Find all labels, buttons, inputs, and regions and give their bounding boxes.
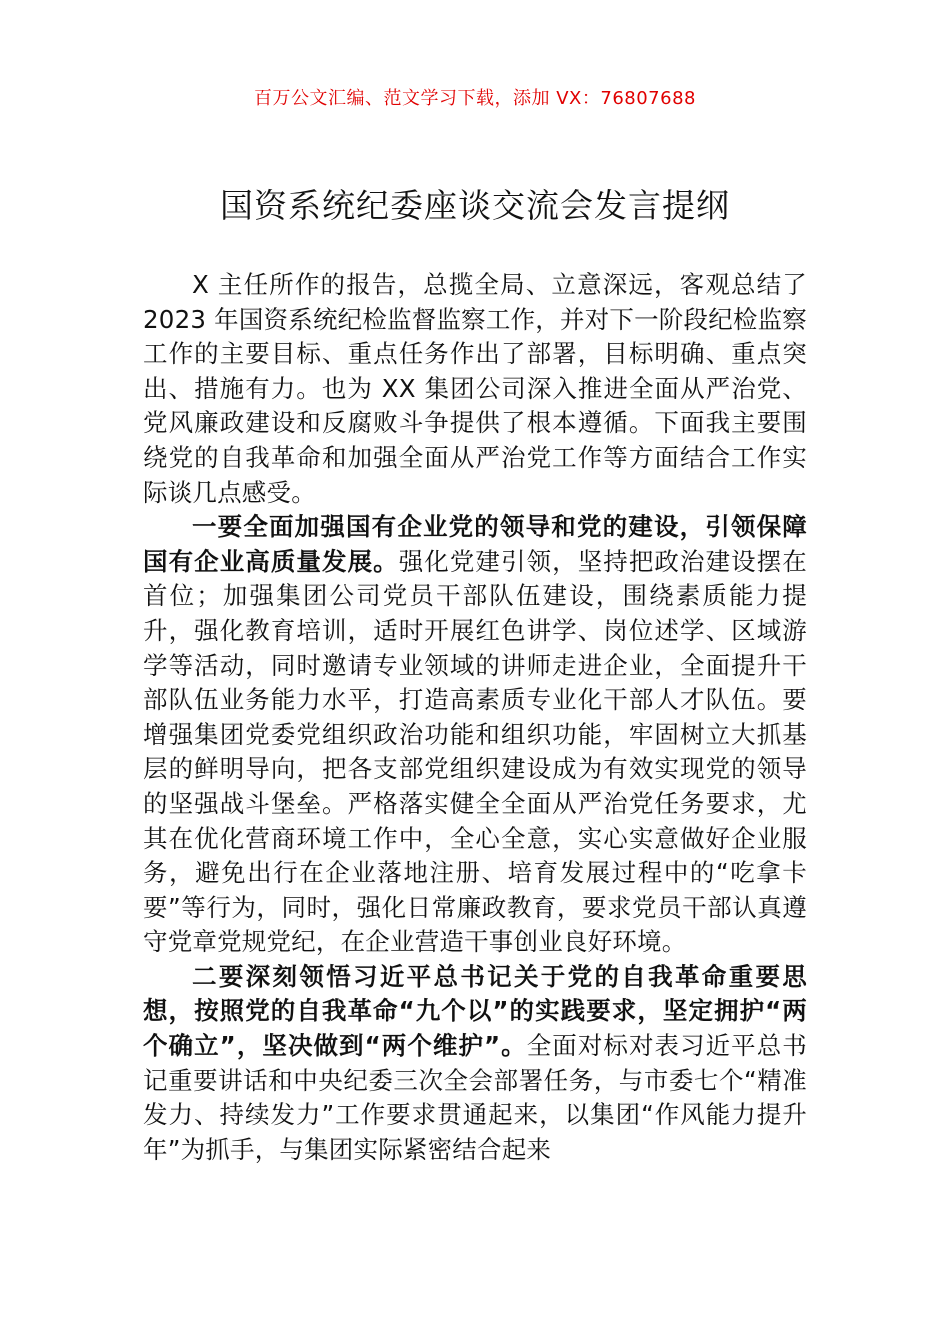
document-body bbox=[143, 268, 807, 1167]
paragraph-point-1 bbox=[143, 510, 807, 960]
promo-banner: 百万公文汇编、范文学习下载，添加 VX：76807688 bbox=[254, 88, 696, 109]
paragraph-point-2 bbox=[143, 960, 807, 1168]
paragraph-lead: 二要深刻领悟习近平总书记关于党的自我革命重要思想，按照党的自我革命“九个以”的实践要求，坚定拥护“两个确立”，坚决做到“两个维护”。 bbox=[143, 961, 807, 1061]
paragraph-text: X 主任所作的报告，总揽全局、立意深远，客观总结了 2023 年国资系统纪检监督监察工作，并对下一阶段纪检监察工作的主要目标、重点任务作出了部署，目标明确、重点突出、措施有力。也为 XX 集团公司深入推进全面从严治党、党风廉政建设和反腐败斗争提供了根本遵循。下面我主要围绕党的自我革命和加强全面从严治党工作等方面结合工作实际谈几点感受。 bbox=[143, 270, 807, 507]
page-title: 国资系统纪委座谈交流会发言提纲 bbox=[220, 186, 730, 225]
paragraph-intro bbox=[143, 268, 807, 510]
paragraph-text: 强化党建引领，坚持把政治建设摆在首位；加强集团公司党员干部队伍建设，围绕素质能力提升，强化教育培训，适时开展红色讲学、岗位述学、区域游学等活动，同时邀请专业领域的讲师走进企业，全面提升干部队伍业务能力水平，打造高素质专业化干部人才队伍。要增强集团党委党组织政治功能和组织功能，牢固树立大抓基层的鲜明导向，把各支部党组织建设成为有效实现党的领导的坚强战斗堡垒。严格落实健全全面从严治党任务要求，尤其在优化营商环境工作中，全心全意，实心实意做好企业服务，避免出行在企业落地注册、培育发展过程中的“吃拿卡要”等行为，同时，强化日常廉政教育，要求党员干部认真遵守党章党规党纪，在企业营造干事创业良好环境。 bbox=[143, 546, 807, 957]
paragraph-text: 全面对标对表习近平总书记重要讲话和中央纪委三次全会部署任务，与市委七个“精准发力、持续发力”工作要求贯通起来，以集团“作风能力提升年”为抓手，与集团实际紧密结合起来 bbox=[143, 1031, 807, 1164]
paragraph-lead: 一要全面加强国有企业党的领导和党的建设，引领保障国有企业高质量发展。 bbox=[143, 512, 807, 576]
